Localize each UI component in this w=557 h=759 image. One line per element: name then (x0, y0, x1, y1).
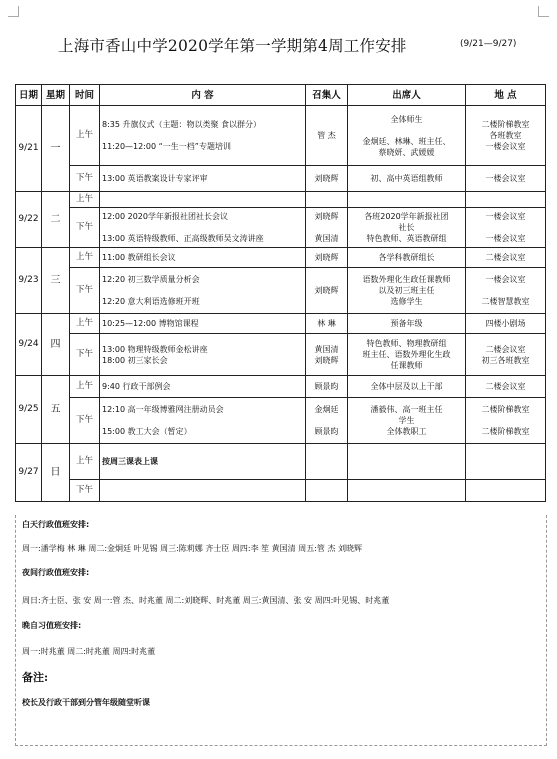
content-cell (100, 248, 306, 268)
table-row (16, 398, 546, 444)
attendee-line: 预备年级 (390, 319, 423, 328)
content-cell (100, 376, 306, 398)
segment-cell: 上午 (70, 248, 100, 268)
content-line: 12:20 意大利语选修班开班 (102, 297, 200, 306)
content-line (102, 285, 303, 296)
table-row (16, 208, 546, 248)
convener-cell (306, 480, 348, 502)
attendee-line: 学生 (398, 416, 415, 425)
location-line: 二楼会议室 (485, 382, 526, 391)
convener-cell (306, 166, 348, 192)
content-cell (100, 398, 306, 444)
convener-line: 林 琳 (317, 319, 336, 328)
attendee-line: 潘毅伟、高一班主任 (370, 405, 443, 414)
attendee-line: 以及初三班主任 (378, 286, 435, 295)
convener-cell (306, 398, 348, 444)
header-date: 日期 (16, 85, 42, 106)
attendees-cell (348, 248, 466, 268)
table-row (16, 334, 546, 376)
location-line: 初三各班教室 (481, 355, 530, 365)
date-cell: 9/27 (16, 444, 42, 502)
location-cell (466, 166, 546, 192)
date-cell: 9/22 (16, 192, 42, 248)
attendees-cell (348, 208, 466, 248)
location-line (468, 285, 543, 296)
content-cell (100, 444, 306, 480)
study-duty-text: 周一:时兆董 周二:时兆董 周四:时兆董 (22, 647, 156, 656)
header-convener: 召集人 (306, 85, 348, 106)
content-line: 10:25—12:00 博物馆课程 (102, 319, 199, 328)
weekday-cell: 日 (42, 444, 70, 502)
location-line: 一楼会议室 (485, 275, 526, 284)
table-row (16, 314, 546, 334)
weekday-cell: 三 (42, 248, 70, 314)
date-cell: 9/25 (16, 376, 42, 444)
attendee-line: 金炯廷、林琳、班主任、 (362, 136, 451, 146)
content-cell (100, 480, 306, 502)
convener-line: 刘晓辉 (314, 174, 339, 183)
attendee-line: 社长 (398, 223, 415, 232)
attendee-line: 全体师生 (390, 114, 423, 124)
location-line: 二楼智慧教室 (481, 297, 530, 306)
convener-line: 管 杰 (317, 131, 336, 140)
segment-cell: 上午 (70, 376, 100, 398)
attendees-cell (348, 398, 466, 444)
remark-text: 校长及行政干部到分管年级随堂听课 (22, 698, 150, 707)
convener-line: 黄国清 (314, 344, 339, 354)
table-row (16, 480, 546, 502)
weekday-cell: 四 (42, 314, 70, 376)
location-cell (466, 376, 546, 398)
convener-line: 刘晓辉 (314, 286, 339, 295)
content-line: 15:00 教工大会（暂定） (102, 427, 192, 436)
content-line: 13:00 英语教案设计专家评审 (102, 174, 208, 183)
header-location: 地 点 (466, 85, 546, 106)
weekday-cell: 二 (42, 192, 70, 248)
location-line: 一楼会议室 (485, 234, 526, 243)
crop-mark-right (538, 6, 549, 17)
segment-cell: 下午 (70, 208, 100, 248)
attendees-cell (348, 334, 466, 376)
table-row (16, 166, 546, 192)
segment-cell: 下午 (70, 398, 100, 444)
date-cell: 9/24 (16, 314, 42, 376)
attendee-line: 全体中层及以上干部 (370, 382, 443, 391)
convener-line: 刘晓辉 (314, 253, 339, 262)
content-line (102, 415, 303, 426)
date-cell: 9/23 (16, 248, 42, 314)
content-line: 13:00 物理特级教师金松讲座 (102, 344, 208, 354)
convener-line: 顾景昀 (314, 427, 339, 436)
location-line: 各班教室 (489, 131, 522, 140)
location-cell (466, 268, 546, 314)
convener-line: 顾景昀 (314, 382, 339, 391)
content-cell (100, 106, 306, 166)
attendee-line: 初、高中英语组教师 (370, 174, 443, 183)
header-row (16, 85, 546, 106)
weekday-cell: 一 (42, 106, 70, 192)
convener-line (308, 415, 345, 426)
title-row (0, 34, 557, 56)
location-cell (466, 314, 546, 334)
convener-line: 刘晓辉 (314, 212, 339, 221)
segment-cell: 下午 (70, 166, 100, 192)
content-line: 12:00 2020学年新报社团社长会议 (102, 212, 228, 221)
location-cell (466, 444, 546, 480)
attendee-line: 特色教师、物理教研组 (366, 339, 447, 348)
segment-cell: 下午 (70, 480, 100, 502)
header-content: 内 容 (100, 85, 306, 106)
attendee-line: 特色教师、英语教研组 (366, 234, 447, 243)
attendee-line: 班主任、语数外理化生政 (362, 350, 451, 359)
convener-line: 黄国清 (314, 234, 339, 243)
attendee-line (350, 125, 463, 136)
attendees-cell (348, 192, 466, 208)
notes-section (15, 515, 547, 746)
convener-cell (306, 376, 348, 398)
day-duty-text: 周一:潘学梅 林 琳 周二:金炯廷 叶见锡 周三:陈莉娜 齐士臣 周四:李 笙 黄国清 周五:管 杰 刘晓辉 (22, 544, 362, 553)
table-row (16, 444, 546, 480)
convener-line: 金炯廷 (314, 405, 339, 414)
attendees-cell (348, 106, 466, 166)
table-row (16, 248, 546, 268)
header-attendees: 出席人 (348, 85, 466, 106)
convener-cell (306, 208, 348, 248)
segment-cell: 下午 (70, 334, 100, 376)
convener-line: 刘晓辉 (314, 355, 339, 365)
location-line: 二楼会议室 (485, 344, 526, 354)
content-cell (100, 208, 306, 248)
weekday-cell: 五 (42, 376, 70, 444)
content-cell (100, 314, 306, 334)
remark-title: 备注: (22, 671, 49, 684)
location-cell (466, 106, 546, 166)
convener-cell (306, 314, 348, 334)
attendees-cell (348, 268, 466, 314)
content-line: 13:00 英语特级教师、正高级教师吴文涛讲座 (102, 234, 264, 243)
attendees-cell (348, 376, 466, 398)
content-cell (100, 268, 306, 314)
crop-mark-left (8, 6, 19, 17)
content-line: 11:00 教研组长会议 (102, 253, 176, 262)
attendees-cell (348, 444, 466, 480)
convener-line (308, 296, 345, 307)
date-cell: 9/21 (16, 106, 42, 192)
location-line (468, 222, 543, 233)
content-line (102, 222, 303, 233)
table-row (16, 268, 546, 314)
schedule-table (15, 84, 546, 502)
location-line: 二楼会议室 (485, 253, 526, 262)
location-line: 二楼阶梯教室 (481, 427, 530, 436)
location-line: 一楼会议室 (485, 174, 526, 183)
study-duty-title: 晚自习值班安排: (22, 621, 82, 630)
night-duty-text: 周日:齐士臣、张 安 周一:管 杰、时兆董 周二:刘晓辉、时兆董 周三:黄国清、张 安 周四:叶见锡、时兆董 (22, 596, 390, 605)
attendee-line: 全体教职工 (386, 427, 427, 436)
attendees-cell (348, 314, 466, 334)
content-line: 8:35 升旗仪式（主题：物以类聚 食以群分） (102, 120, 262, 129)
content-line: 18:00 初三家长会 (102, 355, 168, 365)
convener-cell (306, 444, 348, 480)
attendee-line: 选修学生 (390, 297, 423, 306)
location-line (468, 415, 543, 426)
content-cell (100, 334, 306, 376)
convener-cell (306, 248, 348, 268)
content-line: 9:40 行政干部例会 (102, 382, 171, 391)
content-line (102, 130, 303, 141)
attendees-cell (348, 480, 466, 502)
location-line: 二楼阶梯教室 (481, 120, 530, 129)
location-cell (466, 248, 546, 268)
convener-line (308, 222, 345, 233)
location-cell (466, 398, 546, 444)
night-duty-title: 夜间行政值班安排: (22, 568, 90, 577)
table-row (16, 106, 546, 166)
content-cell (100, 166, 306, 192)
attendee-line: 语数外理化生政任课教师 (362, 275, 451, 284)
segment-cell: 上午 (70, 444, 100, 480)
segment-cell: 上午 (70, 106, 100, 166)
segment-cell: 上午 (70, 192, 100, 208)
header-time: 时间 (70, 85, 100, 106)
table-row (16, 376, 546, 398)
content-line: 11:20—12:00 “一生一档”专题培训 (102, 142, 231, 151)
content-cell (100, 192, 306, 208)
location-line: 一楼会议室 (485, 212, 526, 221)
table-row (16, 192, 546, 208)
content-line: 12:20 初三数学质量分析会 (102, 275, 200, 284)
segment-cell: 上午 (70, 314, 100, 334)
date-range: (9/21—9/27) (460, 39, 517, 49)
day-duty-title: 白天行政值班安排: (22, 520, 90, 529)
attendee-line: 各班2020学年新报社团 (364, 212, 449, 221)
attendees-cell (348, 166, 466, 192)
location-line: 一楼会议室 (485, 142, 526, 151)
attendee-line: 各学科教研组长 (378, 253, 435, 262)
convener-cell (306, 268, 348, 314)
content-line: 12:10 高一年级博雅网注册动员会 (102, 405, 224, 414)
location-cell (466, 334, 546, 376)
convener-cell (306, 334, 348, 376)
attendee-line: 任课教师 (390, 361, 423, 370)
convener-cell (306, 192, 348, 208)
convener-cell (306, 106, 348, 166)
location-cell (466, 192, 546, 208)
attendee-line: 蔡晓妍、武媛媛 (378, 147, 435, 157)
location-cell (466, 480, 546, 502)
header-weekday: 星期 (42, 85, 70, 106)
location-line: 二楼阶梯教室 (481, 405, 530, 414)
location-line: 四楼小剧场 (485, 319, 526, 328)
segment-cell: 下午 (70, 268, 100, 314)
convener-line (308, 274, 345, 285)
content-line: 按周三课表上课 (102, 457, 158, 466)
page-title: 上海市香山中学2020学年第一学期第4周工作安排 (58, 37, 407, 55)
location-cell (466, 208, 546, 248)
